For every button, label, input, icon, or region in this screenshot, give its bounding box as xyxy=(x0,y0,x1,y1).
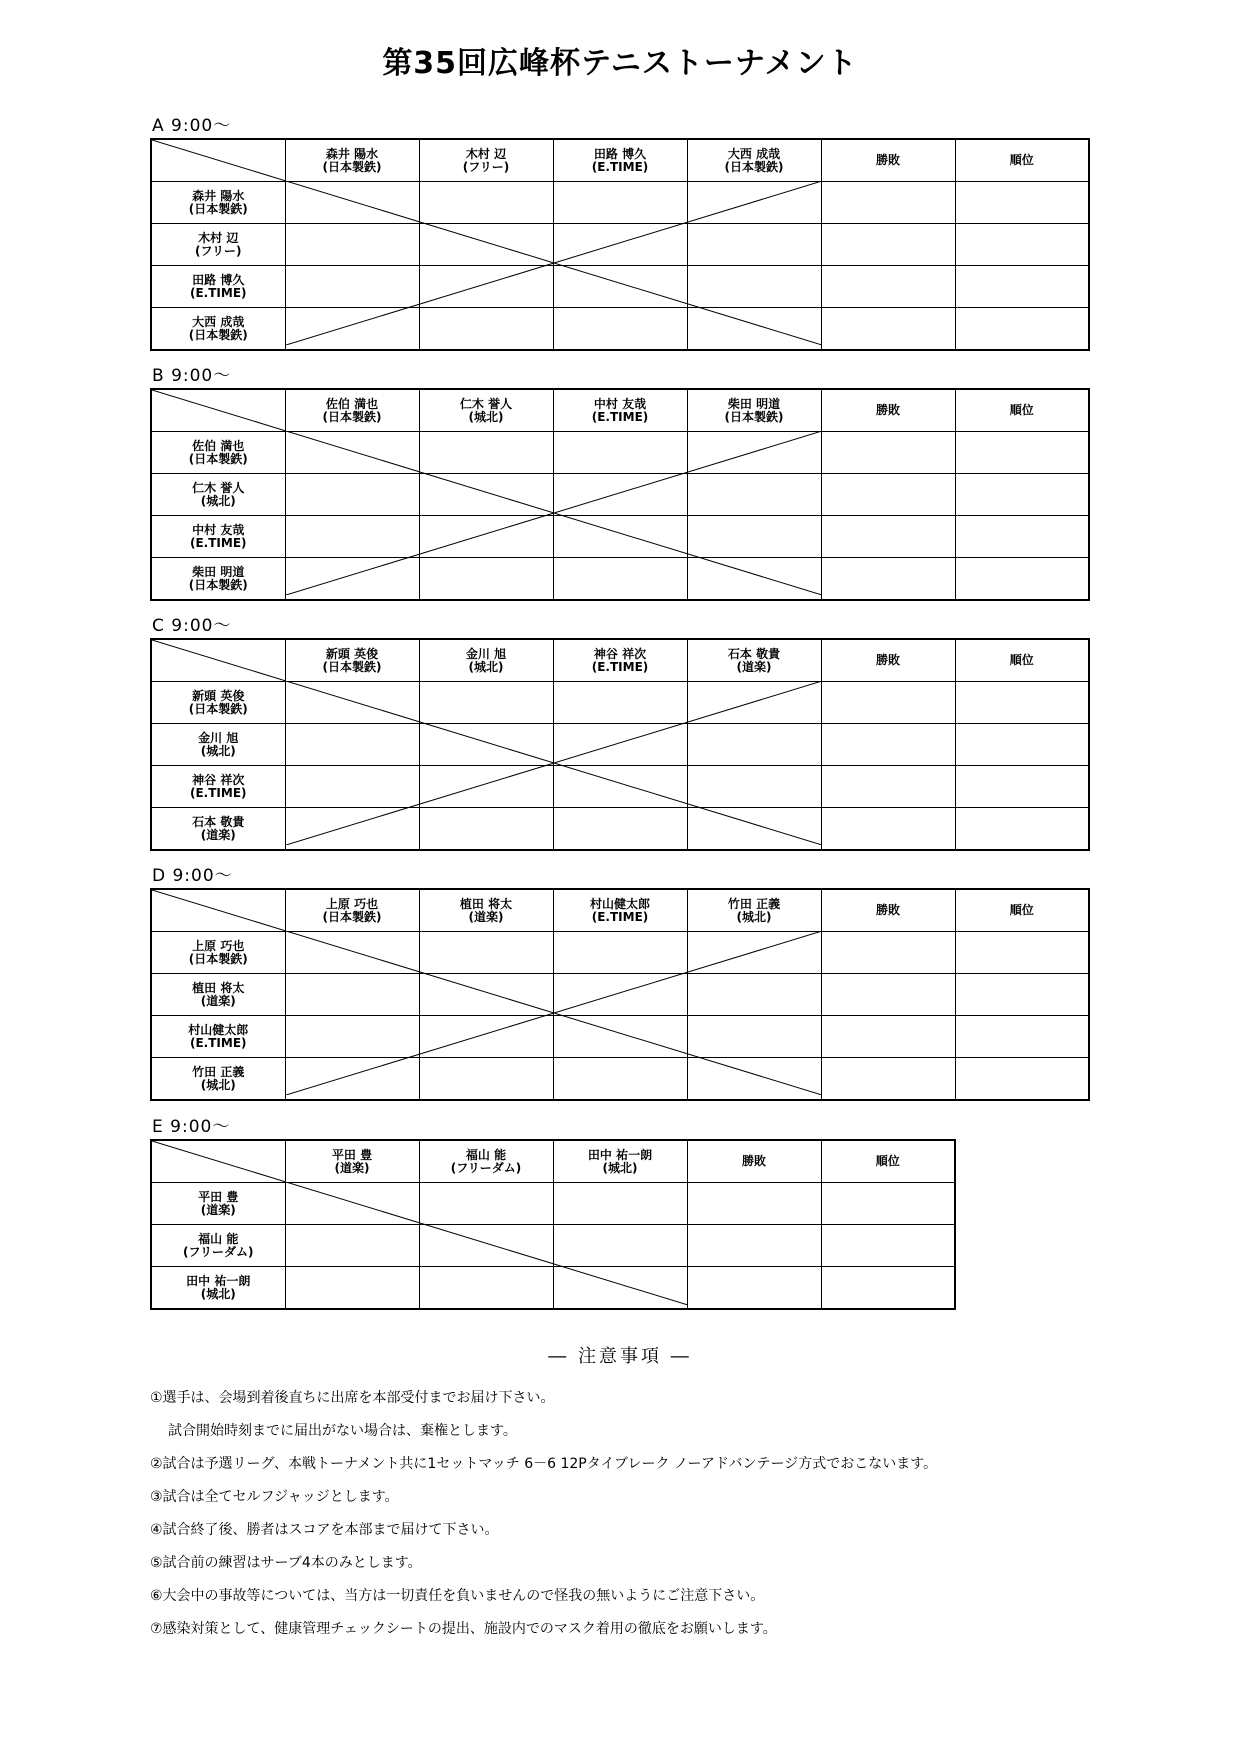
score-cell[interactable] xyxy=(419,558,553,601)
player-name: 神谷 祥次 xyxy=(192,772,245,787)
player-name: 竹田 正義 xyxy=(727,896,781,911)
score-cell[interactable] xyxy=(285,808,419,851)
player-team: (フリーダム) xyxy=(450,1160,522,1175)
group-e xyxy=(150,1117,956,1310)
score-cell[interactable] xyxy=(285,474,419,516)
player-name: 福山 能 xyxy=(465,1147,507,1162)
player-team: (E.TIME) xyxy=(189,785,247,800)
score-cell[interactable] xyxy=(285,1183,419,1225)
player-name: 中村 友哉 xyxy=(192,522,245,537)
table-row xyxy=(151,766,1089,808)
player-team: (道楽) xyxy=(334,1160,370,1175)
record-cell[interactable] xyxy=(821,266,955,308)
score-cell[interactable] xyxy=(419,1183,553,1225)
score-cell[interactable] xyxy=(419,182,553,224)
group-label: B 9:00～ xyxy=(152,366,232,386)
record-header: 勝敗 xyxy=(821,889,955,932)
row-header-player xyxy=(151,474,285,516)
row-header-player xyxy=(151,682,285,724)
player-name: 植田 将太 xyxy=(192,980,245,995)
rank-cell[interactable] xyxy=(821,1267,955,1310)
rank-header: 順位 xyxy=(955,889,1089,932)
column-header-player xyxy=(285,389,419,432)
player-team: (城北) xyxy=(200,743,236,758)
rank-cell[interactable] xyxy=(955,808,1089,851)
player-name: 植田 将太 xyxy=(459,896,513,911)
rank-cell[interactable] xyxy=(821,1225,955,1267)
player-team: (日本製鉄) xyxy=(724,159,784,174)
rank-cell[interactable] xyxy=(955,432,1089,474)
player-name: 神谷 祥次 xyxy=(593,646,647,661)
row-header-player xyxy=(151,266,285,308)
corner-cell xyxy=(151,139,285,182)
score-cell[interactable] xyxy=(553,974,687,1016)
score-cell[interactable] xyxy=(687,1058,821,1101)
score-cell[interactable] xyxy=(285,516,419,558)
rank-cell[interactable] xyxy=(955,182,1089,224)
column-header-player xyxy=(419,889,553,932)
player-team: (日本製鉄) xyxy=(322,409,382,424)
row-header-player xyxy=(151,1183,285,1225)
player-name: 石本 敬貴 xyxy=(192,814,245,829)
record-cell[interactable] xyxy=(821,974,955,1016)
round-robin-table xyxy=(150,638,1090,851)
score-cell[interactable] xyxy=(553,432,687,474)
notice-line: ⑤試合前の練習はサーブ4本のみとします。 xyxy=(150,1555,422,1571)
player-team: (城北) xyxy=(602,1160,638,1175)
player-team: (城北) xyxy=(200,493,236,508)
record-header: 勝敗 xyxy=(687,1140,821,1183)
record-header: 勝敗 xyxy=(821,139,955,182)
player-name: 森井 陽水 xyxy=(325,146,379,161)
score-cell[interactable] xyxy=(419,224,553,266)
record-cell[interactable] xyxy=(687,1183,821,1225)
score-cell[interactable] xyxy=(687,266,821,308)
table-row xyxy=(151,1183,955,1225)
column-header-player xyxy=(687,389,821,432)
score-cell[interactable] xyxy=(285,266,419,308)
score-cell[interactable] xyxy=(419,474,553,516)
player-team: (城北) xyxy=(468,409,504,424)
column-header-player xyxy=(419,1140,553,1183)
score-cell[interactable] xyxy=(419,932,553,974)
table-row xyxy=(151,1016,1089,1058)
player-name: 柴田 明道 xyxy=(727,396,781,411)
corner-cell xyxy=(151,889,285,932)
record-cell[interactable] xyxy=(821,766,955,808)
row-header-player xyxy=(151,1016,285,1058)
table-row xyxy=(151,182,1089,224)
header-row xyxy=(151,639,1089,682)
score-cell[interactable] xyxy=(419,766,553,808)
score-cell[interactable] xyxy=(687,308,821,351)
score-cell[interactable] xyxy=(687,224,821,266)
table-row xyxy=(151,1058,1089,1101)
score-cell[interactable] xyxy=(553,1183,687,1225)
player-name: 田路 博久 xyxy=(192,272,245,287)
notice-list xyxy=(150,1382,1190,1646)
score-cell[interactable] xyxy=(285,1016,419,1058)
player-name: 木村 辺 xyxy=(465,146,507,161)
score-cell[interactable] xyxy=(687,724,821,766)
table-row xyxy=(151,1267,955,1310)
score-cell[interactable] xyxy=(553,558,687,601)
round-robin-table xyxy=(150,138,1090,351)
player-team: (E.TIME) xyxy=(591,909,649,924)
score-cell[interactable] xyxy=(285,558,419,601)
row-header-player xyxy=(151,182,285,224)
table-row xyxy=(151,724,1089,766)
rank-header: 順位 xyxy=(821,1140,955,1183)
column-header-player xyxy=(553,389,687,432)
player-team: (E.TIME) xyxy=(189,535,247,550)
header-row xyxy=(151,389,1089,432)
player-name: 佐伯 満也 xyxy=(192,438,245,453)
score-cell[interactable] xyxy=(687,516,821,558)
row-header-player xyxy=(151,308,285,351)
player-team: (E.TIME) xyxy=(591,159,649,174)
player-name: 竹田 正義 xyxy=(192,1064,245,1079)
row-header-player xyxy=(151,724,285,766)
row-header-player xyxy=(151,766,285,808)
rank-cell[interactable] xyxy=(955,558,1089,601)
player-name: 新頭 英俊 xyxy=(192,688,245,703)
record-cell[interactable] xyxy=(821,558,955,601)
rank-cell[interactable] xyxy=(955,1058,1089,1101)
record-cell[interactable] xyxy=(821,1016,955,1058)
record-header: 勝敗 xyxy=(821,639,955,682)
score-cell[interactable] xyxy=(687,932,821,974)
player-team: (日本製鉄) xyxy=(188,701,248,716)
score-cell[interactable] xyxy=(285,182,419,224)
rank-cell[interactable] xyxy=(955,724,1089,766)
score-cell[interactable] xyxy=(285,308,419,351)
player-team: (道楽) xyxy=(736,659,772,674)
player-team: (E.TIME) xyxy=(591,659,649,674)
player-team: (E.TIME) xyxy=(189,1035,247,1050)
player-team: (城北) xyxy=(200,1077,236,1092)
rank-cell[interactable] xyxy=(955,516,1089,558)
score-cell[interactable] xyxy=(285,682,419,724)
player-team: (日本製鉄) xyxy=(188,451,248,466)
score-cell[interactable] xyxy=(553,1267,687,1310)
record-cell[interactable] xyxy=(821,682,955,724)
score-cell[interactable] xyxy=(419,1058,553,1101)
record-cell[interactable] xyxy=(821,808,955,851)
player-name: 佐伯 満也 xyxy=(325,396,379,411)
score-cell[interactable] xyxy=(553,766,687,808)
player-name: 田中 祐一朗 xyxy=(587,1147,653,1162)
rank-cell[interactable] xyxy=(955,766,1089,808)
score-cell[interactable] xyxy=(419,974,553,1016)
column-header-player xyxy=(419,139,553,182)
table-row xyxy=(151,974,1089,1016)
record-cell[interactable] xyxy=(821,432,955,474)
score-cell[interactable] xyxy=(419,1267,553,1310)
player-team: (道楽) xyxy=(200,993,236,1008)
round-robin-table xyxy=(150,388,1090,601)
player-name: 仁木 誉人 xyxy=(192,480,245,495)
score-cell[interactable] xyxy=(419,724,553,766)
rank-cell[interactable] xyxy=(955,682,1089,724)
player-name: 金川 旭 xyxy=(198,730,239,745)
player-name: 金川 旭 xyxy=(465,646,507,661)
score-cell[interactable] xyxy=(419,266,553,308)
group-a xyxy=(150,116,1090,351)
player-name: 大西 成哉 xyxy=(192,314,245,329)
player-team: (城北) xyxy=(736,909,772,924)
score-cell[interactable] xyxy=(285,224,419,266)
score-cell[interactable] xyxy=(419,682,553,724)
player-team: (日本製鉄) xyxy=(188,951,248,966)
notice-line: ⑥大会中の事故等については、当方は一切責任を負いませんので怪我の無いようにご注意下さい。 xyxy=(150,1588,765,1604)
score-cell[interactable] xyxy=(553,1225,687,1267)
table-row xyxy=(151,224,1089,266)
player-name: 新頭 英俊 xyxy=(325,646,379,661)
column-header-player xyxy=(553,139,687,182)
table-row xyxy=(151,266,1089,308)
player-name: 中村 友哉 xyxy=(593,396,647,411)
corner-diagonal xyxy=(152,140,286,181)
score-cell[interactable] xyxy=(285,766,419,808)
table-row xyxy=(151,516,1089,558)
notice-title: ― 注意事項 ― xyxy=(548,1346,692,1367)
row-header-player xyxy=(151,974,285,1016)
score-cell[interactable] xyxy=(687,1016,821,1058)
player-team: (日本製鉄) xyxy=(322,659,382,674)
player-name: 村山健太郎 xyxy=(589,896,650,911)
row-header-player xyxy=(151,1225,285,1267)
group-d xyxy=(150,866,1090,1101)
column-header-player xyxy=(687,639,821,682)
player-team: (E.TIME) xyxy=(591,409,649,424)
player-name: 平田 豊 xyxy=(331,1147,373,1162)
score-cell[interactable] xyxy=(687,766,821,808)
record-cell[interactable] xyxy=(687,1267,821,1310)
player-name: 上原 巧也 xyxy=(192,938,245,953)
record-cell[interactable] xyxy=(821,1058,955,1101)
player-team: (E.TIME) xyxy=(189,285,247,300)
column-header-player xyxy=(285,139,419,182)
row-header-player xyxy=(151,516,285,558)
column-header-player xyxy=(687,139,821,182)
column-header-player xyxy=(553,1140,687,1183)
player-team: (日本製鉄) xyxy=(188,201,248,216)
score-cell[interactable] xyxy=(285,974,419,1016)
score-cell[interactable] xyxy=(687,558,821,601)
record-cell[interactable] xyxy=(821,182,955,224)
corner-cell xyxy=(151,639,285,682)
player-team: (フリー) xyxy=(462,159,510,174)
table-row xyxy=(151,1225,955,1267)
player-name: 大西 成哉 xyxy=(727,146,781,161)
corner-cell xyxy=(151,1140,285,1183)
score-cell[interactable] xyxy=(419,808,553,851)
corner-cell xyxy=(151,389,285,432)
score-cell[interactable] xyxy=(553,1058,687,1101)
rank-cell[interactable] xyxy=(955,474,1089,516)
score-cell[interactable] xyxy=(285,1225,419,1267)
page-title: 第35回広峰杯テニストーナメント xyxy=(382,46,858,81)
table-row xyxy=(151,474,1089,516)
rank-cell[interactable] xyxy=(955,266,1089,308)
record-cell[interactable] xyxy=(821,516,955,558)
group-label: E 9:00～ xyxy=(152,1117,231,1137)
player-team: (日本製鉄) xyxy=(188,327,248,342)
score-cell[interactable] xyxy=(419,1225,553,1267)
player-name: 柴田 明道 xyxy=(192,564,245,579)
corner-diagonal xyxy=(152,640,286,681)
player-name: 森井 陽水 xyxy=(192,188,245,203)
score-cell[interactable] xyxy=(553,932,687,974)
score-cell[interactable] xyxy=(687,182,821,224)
corner-diagonal xyxy=(152,1141,286,1182)
table-row xyxy=(151,432,1089,474)
table-row xyxy=(151,308,1089,351)
column-header-player xyxy=(687,889,821,932)
column-header-player xyxy=(553,889,687,932)
score-cell[interactable] xyxy=(553,266,687,308)
player-name: 木村 辺 xyxy=(198,230,239,245)
rank-cell[interactable] xyxy=(955,224,1089,266)
record-cell[interactable] xyxy=(821,308,955,351)
row-header-player xyxy=(151,224,285,266)
score-cell[interactable] xyxy=(553,682,687,724)
rank-header: 順位 xyxy=(955,139,1089,182)
player-team: (城北) xyxy=(200,1286,236,1301)
score-cell[interactable] xyxy=(553,516,687,558)
rank-cell[interactable] xyxy=(821,1183,955,1225)
score-cell[interactable] xyxy=(285,724,419,766)
group-label: C 9:00～ xyxy=(152,616,232,636)
rank-cell[interactable] xyxy=(955,932,1089,974)
round-robin-table xyxy=(150,888,1090,1101)
column-header-player xyxy=(285,889,419,932)
table-row xyxy=(151,558,1089,601)
player-name: 平田 豊 xyxy=(198,1189,239,1204)
header-row xyxy=(151,139,1089,182)
player-team: (道楽) xyxy=(200,827,236,842)
rank-cell[interactable] xyxy=(955,308,1089,351)
player-team: (道楽) xyxy=(200,1202,236,1217)
player-team: (道楽) xyxy=(468,909,504,924)
group-b xyxy=(150,366,1090,601)
table-row xyxy=(151,682,1089,724)
notice-line: ①選手は、会場到着後直ちに出席を本部受付までお届け下さい。 xyxy=(150,1390,555,1406)
player-name: 福山 能 xyxy=(198,1231,239,1246)
record-cell[interactable] xyxy=(821,932,955,974)
notice-line: ⑦感染対策として、健康管理チェックシートの提出、施設内でのマスク着用の徹底をお願いします。 xyxy=(150,1621,777,1637)
rank-header: 順位 xyxy=(955,389,1089,432)
player-name: 田路 博久 xyxy=(593,146,647,161)
player-team: (城北) xyxy=(468,659,504,674)
rank-header: 順位 xyxy=(955,639,1089,682)
header-row xyxy=(151,1140,955,1183)
score-cell[interactable] xyxy=(419,516,553,558)
notice-line: 試合開始時刻までに届出がない場合は、棄権とします。 xyxy=(168,1423,517,1439)
player-name: 仁木 誉人 xyxy=(459,396,513,411)
column-header-player xyxy=(419,639,553,682)
group-label: D 9:00～ xyxy=(152,866,233,886)
player-team: (日本製鉄) xyxy=(188,577,248,592)
row-header-player xyxy=(151,932,285,974)
column-header-player xyxy=(553,639,687,682)
player-team: (日本製鉄) xyxy=(322,159,382,174)
rank-cell[interactable] xyxy=(955,974,1089,1016)
player-team: (日本製鉄) xyxy=(724,409,784,424)
player-name: 村山健太郎 xyxy=(188,1022,249,1037)
table-row xyxy=(151,932,1089,974)
rank-cell[interactable] xyxy=(955,1016,1089,1058)
score-cell[interactable] xyxy=(553,1016,687,1058)
score-cell[interactable] xyxy=(553,308,687,351)
score-cell[interactable] xyxy=(419,432,553,474)
table-row xyxy=(151,808,1089,851)
group-c xyxy=(150,616,1090,851)
score-cell[interactable] xyxy=(687,474,821,516)
row-header-player xyxy=(151,1058,285,1101)
player-team: (フリー) xyxy=(195,243,242,258)
score-cell[interactable] xyxy=(553,808,687,851)
column-header-player xyxy=(419,389,553,432)
player-name: 田中 祐一朗 xyxy=(186,1273,251,1288)
header-row xyxy=(151,889,1089,932)
record-cell[interactable] xyxy=(687,1225,821,1267)
row-header-player xyxy=(151,1267,285,1310)
row-header-player xyxy=(151,432,285,474)
corner-diagonal xyxy=(152,390,286,431)
notice-line: ④試合終了後、勝者はスコアを本部まで届けて下さい。 xyxy=(150,1522,499,1538)
score-cell[interactable] xyxy=(687,432,821,474)
column-header-player xyxy=(285,639,419,682)
score-cell[interactable] xyxy=(687,808,821,851)
player-team: (フリーダム) xyxy=(183,1244,254,1259)
player-name: 上原 巧也 xyxy=(325,896,379,911)
record-cell[interactable] xyxy=(821,724,955,766)
player-name: 石本 敬貴 xyxy=(727,646,781,661)
score-cell[interactable] xyxy=(553,224,687,266)
score-cell[interactable] xyxy=(285,432,419,474)
notice-line: ③試合は全てセルフジャッジとします。 xyxy=(150,1489,399,1505)
score-cell[interactable] xyxy=(285,932,419,974)
row-header-player xyxy=(151,808,285,851)
score-cell[interactable] xyxy=(285,1058,419,1101)
player-team: (日本製鉄) xyxy=(322,909,382,924)
round-robin-table xyxy=(150,1139,956,1310)
score-cell[interactable] xyxy=(285,1267,419,1310)
record-cell[interactable] xyxy=(821,474,955,516)
score-cell[interactable] xyxy=(419,1016,553,1058)
notice-line: ②試合は予選リーグ、本戦トーナメント共に1セットマッチ 6－6 12Pタイブレーク ノーアドバンテージ方式でおこないます。 xyxy=(150,1456,938,1472)
score-cell[interactable] xyxy=(419,308,553,351)
score-cell[interactable] xyxy=(553,724,687,766)
group-label: A 9:00～ xyxy=(152,116,232,136)
row-header-player xyxy=(151,558,285,601)
record-header: 勝敗 xyxy=(821,389,955,432)
column-header-player xyxy=(285,1140,419,1183)
score-cell[interactable] xyxy=(553,182,687,224)
record-cell[interactable] xyxy=(821,224,955,266)
score-cell[interactable] xyxy=(687,974,821,1016)
corner-diagonal xyxy=(152,890,286,931)
score-cell[interactable] xyxy=(553,474,687,516)
score-cell[interactable] xyxy=(687,682,821,724)
